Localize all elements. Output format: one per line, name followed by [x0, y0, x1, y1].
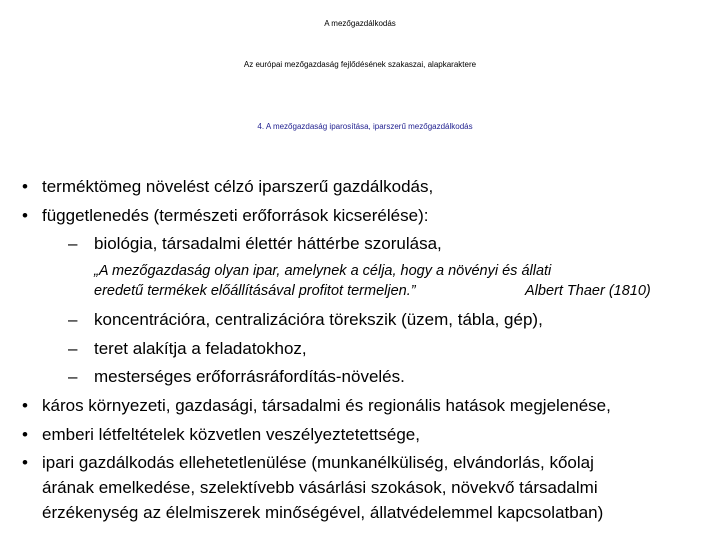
dash-marker: –: [68, 310, 78, 329]
bullet-item: káros környezeti, gazdasági, társadalmi és regionális hatások megjelenése,: [42, 396, 611, 415]
quote-line: „A mezőgazdaság olyan ipar, amelynek a célja, hogy a növényi és állati: [94, 263, 552, 279]
bullet-item: emberi létfeltételek közvetlen veszélyeztetettsége,: [42, 425, 420, 444]
quote-author: Albert Thaer (1810): [525, 283, 651, 299]
sub-item-text: mesterséges erőforrásráfordítás-növelés.: [94, 367, 405, 386]
dash-marker: –: [68, 339, 78, 358]
page-title: A mezőgazdálkodás: [324, 19, 396, 28]
sub-item-text: koncentrációra, centralizációra törekszik (üzem, tábla, gép),: [94, 310, 543, 329]
bullet-marker: •: [22, 396, 28, 415]
bullet-item: függetlenedés (természeti erőforrások kicserélése):: [42, 206, 429, 225]
section-heading: 4. A mezőgazdaság iparosítása, iparszerű mezőgazdálkodás: [257, 122, 473, 131]
page-subtitle: Az európai mezőgazdaság fejlődésének szakaszai, alapkaraktere: [243, 60, 477, 69]
bullet-item-continuation: érzékenység az élelmiszerek minőségével, állatvédelemmel kapcsolatban): [42, 503, 604, 522]
bullet-item: ipari gazdálkodás ellehetetlenülése (munkanélküliség, elvándorlás, kőolaj: [42, 453, 594, 472]
dash-marker: –: [68, 367, 78, 386]
sub-item-text: biológia, társadalmi élettér háttérbe szorulása,: [94, 234, 442, 253]
bullet-item-continuation: árának emelkedése, szelektívebb vásárlási szokások, növekvő társadalmi: [42, 478, 598, 497]
quote-line: eredetű termékek előállításával profitot termeljen.”: [94, 283, 416, 299]
bullet-marker: •: [22, 453, 28, 472]
bullet-marker: •: [22, 425, 28, 444]
bullet-item: terméktömeg növelést célzó iparszerű gazdálkodás,: [42, 177, 434, 196]
sub-item-text: teret alakítja a feladatokhoz,: [94, 339, 307, 358]
bullet-marker: •: [22, 206, 28, 225]
dash-marker: –: [68, 234, 78, 253]
bullet-marker: •: [22, 177, 28, 196]
